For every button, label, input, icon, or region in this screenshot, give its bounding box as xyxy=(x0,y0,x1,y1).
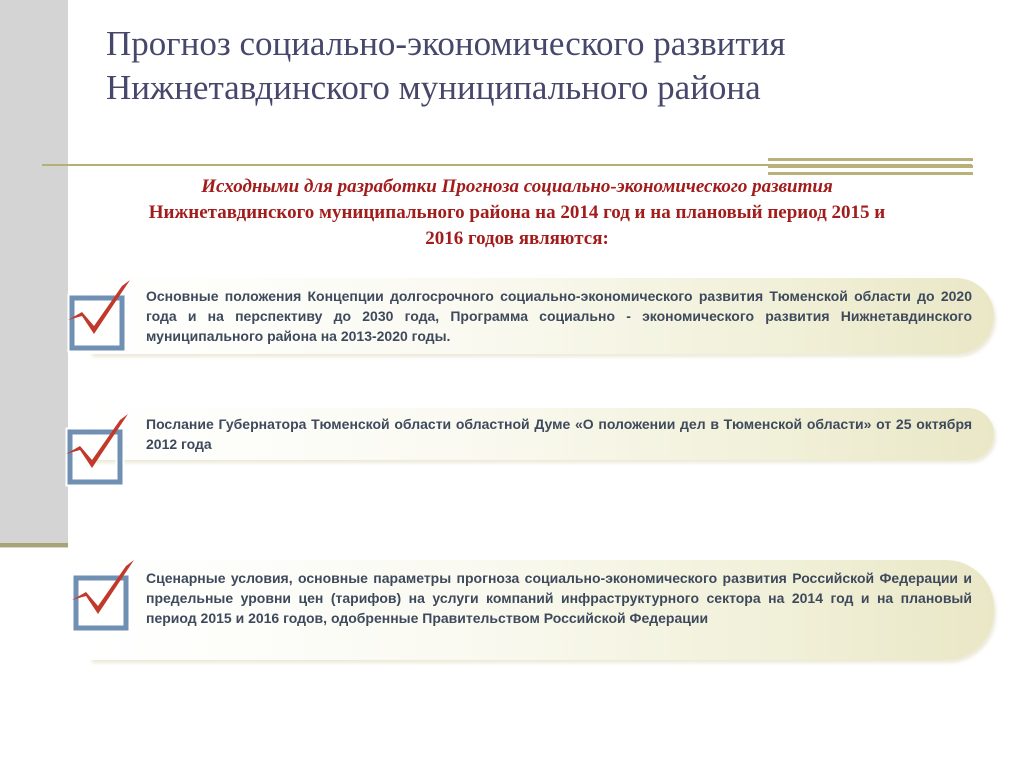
list-item xyxy=(90,408,994,460)
checkbox-check-icon xyxy=(64,276,136,356)
list-item xyxy=(90,560,994,660)
intro-line-3: 2016 годов являются: xyxy=(425,228,609,249)
intro-line-1: Исходными для разработки Прогноза социально-экономического развития xyxy=(201,176,833,197)
list-item-text: Послание Губернатора Тюменской области областной Думе «О положении дел в Тюменской области» от 25 октября 2012 года xyxy=(146,416,972,452)
checkbox-check-icon xyxy=(68,556,140,636)
title-line-1: Прогноз социально-экономического развития xyxy=(106,24,786,63)
sidebar-accent-line xyxy=(0,543,68,547)
left-sidebar-decoration xyxy=(0,0,68,548)
intro-line-2: Нижнетавдинского муниципального района на 2014 год и на плановый период 2015 и xyxy=(148,202,886,223)
list-item-text: Основные положения Концепции долгосрочного социально-экономического развития Тюменской области до 2020 года и на перспективу до 2030 года, Программа социально - экономического развития Нижнетавдинского муниципального района на 2013-2020 годы. xyxy=(146,288,972,344)
intro-heading xyxy=(62,174,972,252)
slide-title xyxy=(106,22,986,110)
title-line-2: Нижнетавдинского муниципального района xyxy=(106,68,761,107)
list-item-text: Сценарные условия, основные параметры прогноза социально-экономического развития Российской Федерации и предельные уровни цен (тарифов) на услуги компаний инфраструктурного сектора на 2014 год и на плановый период 2015 и 2016 годов, одобренные Правительством Российской Федерации xyxy=(146,570,972,626)
checkbox-check-icon xyxy=(62,410,134,490)
list-item xyxy=(90,278,994,354)
